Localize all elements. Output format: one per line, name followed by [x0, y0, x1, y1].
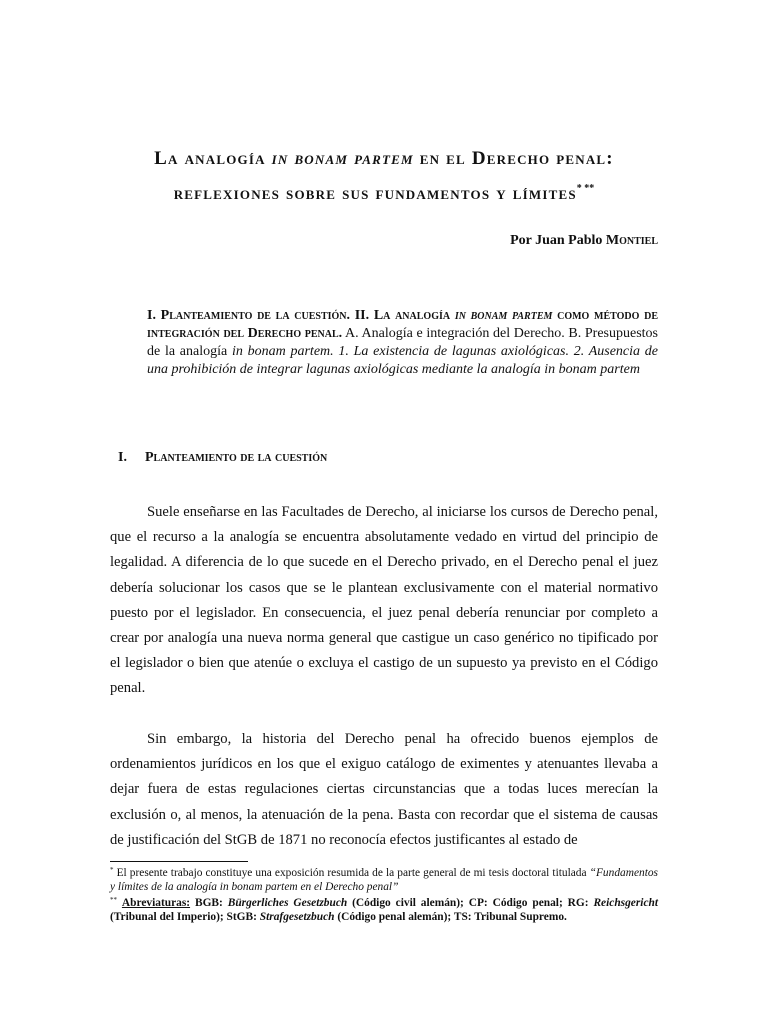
footnote-1 [110, 864, 658, 894]
author-surname: Montiel [605, 233, 658, 248]
summary-italic-text: in bonam partem. 1. La existencia de lagunas axiológicas. 2. Ausencia de una prohibición de integrar lagunas axiológicas mediante la analogía in bonam partem [147, 344, 658, 377]
title-footnote-marks: * ** [576, 183, 595, 194]
footnote-mark: * [110, 866, 114, 874]
footnote-label: Abreviaturas: [121, 897, 191, 910]
summary-heading: como método de integración del Derecho penal. [147, 308, 658, 341]
summary-italic: in bonam partem [454, 308, 553, 323]
footnote-text: (Tribunal del Imperio); StGB: [110, 910, 260, 923]
body-paragraph: Suele enseñarse en las Facultades de Derecho, al iniciarse los cursos de Derecho penal, que el recurso a la analogía se encuentra absolutamente vedado en virtud del principio de legalidad. A diferencia de lo que sucede en el Derecho privado, en el Derecho penal el juez debería solucionar los casos que se le plantean exclusivamente con el material normativo puesto por el legislador. En consecuencia, el juez penal debería renunciar por completo a crear por analogía una nueva norma general que castigue un caso genérico no tipificado por el legislador o bien que atenúe o excluya el castigo de un supuesto ya previsto en el Código penal. [110, 504, 658, 697]
footnote-italic: “Fundamentos y límites de la analogía in bonam partem en el Derecho penal” [110, 867, 658, 893]
title-italic: in bonam partem [271, 148, 414, 169]
table-of-contents-summary [147, 307, 658, 379]
footnote-2 [110, 894, 658, 924]
title-part: La analogía [154, 148, 272, 169]
section-heading [118, 450, 327, 466]
author-line [510, 233, 658, 249]
article-title [110, 144, 658, 209]
footnote-text: BGB: [190, 897, 228, 910]
title-part: en el Derecho penal: [413, 148, 614, 169]
footnote-text: (Código civil alemán); CP: Código penal; RG: [347, 897, 594, 910]
summary-heading: I. Planteamiento de la cuestión. II. La analogía [147, 308, 455, 323]
footnote-separator [110, 861, 248, 862]
footnote-text: (Código penal alemán); TS: Tribunal Supremo. [334, 910, 567, 923]
footnote-text: El presente trabajo constituye una exposición resumida de la parte general de mi tesis doctoral titulada [113, 867, 590, 879]
body-paragraph: Sin embargo, la historia del Derecho penal ha ofrecido buenos ejemplos de ordenamientos jurídicos en los que el exiguo catálogo de eximentes y atenuantes llevaba a dejar fuera de estas regulaciones ciertas circunstancias que a todas luces merecían la exclusión o, al menos, la atenuación de la pena. Basta con recordar que el sistema de causas de justificación del StGB de 1871 no reconocía efectos justificantes al estado de [110, 731, 658, 848]
footnote-italic: Bürgerliches Gesetzbuch [227, 897, 348, 910]
footnotes [110, 864, 658, 924]
author-prefix: Por Juan Pablo [510, 233, 606, 248]
footnote-italic: Reichsgericht [593, 897, 658, 910]
section-number: I. [118, 450, 127, 465]
section-title: Planteamiento de la cuestión [145, 450, 328, 465]
footnote-italic: Strafgesetzbuch [259, 910, 335, 923]
summary-text: A. Analogía e integración del Derecho. B. Presupuestos de la analogía [147, 326, 658, 359]
title-line-2: reflexiones sobre sus fundamentos y límites [173, 183, 577, 204]
footnote-mark: ** [110, 896, 117, 905]
